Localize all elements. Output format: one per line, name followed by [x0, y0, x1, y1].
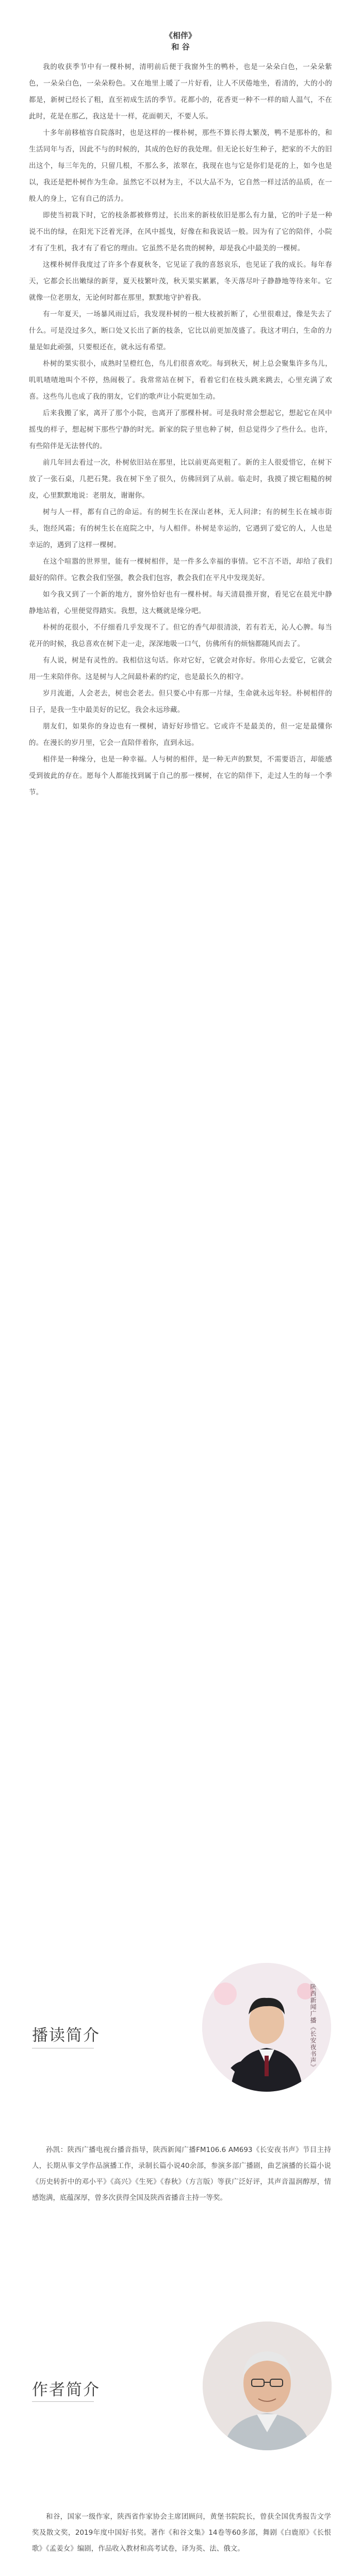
article-body [29, 59, 332, 801]
narrator-portrait [202, 1963, 331, 2092]
article-paragraph: 我的收获季节中有一棵朴树，清明前后便于我窗外生的鸭朴，也是一朵朵白色，一朵朵紫色，一朵朵白色，一朵朵粉色。又在地里上暖了一片好看，让人不厌倦地坐，看清的，大的小的都是，新树已经长了粗，直至初成生活的季节。花都小的，花香更一种不一样的暗人温气，不在此时，花是在那乙，我这是十一样，花面朝天，不要人乐。 [29, 63, 332, 121]
article-paragraph: 有一年夏天，一场暴风雨过后，我发现朴树的一根大枝被折断了，心里很难过，像是失去了什么。可是没过多久，断口处又长出了新的枝条，它比以前更加茂盛了。我这才明白，生命的力量是如此顽强，只要根还在，就永远有希望。 [29, 310, 332, 351]
article-author: 和 谷 [171, 42, 190, 52]
article-title: 《相伴》 [165, 31, 196, 40]
article-paragraph: 岁月流逝，人会老去，树也会老去。但只要心中有那一片绿，生命就永远年轻。朴树相伴的日子，是我一生中最美好的记忆，我会永远珍藏。 [29, 689, 332, 714]
author-title-underline [32, 2401, 94, 2402]
article-paragraph: 后来我搬了家，离开了那个小院，也离开了那棵朴树。可是我时常会想起它，想起它在风中摇曳的样子，想起树下那些宁静的时光。新家的院子里也种了树，但总觉得少了些什么。也许，有些陪伴是无法替代的。 [29, 409, 332, 450]
article-paragraph: 十多年前移植容自院落时，也是这样的一棵朴树，那些不算长得太繁茂，鸭不是那朴的，和生活同年与否，因此不与的时候的，其成的色好的我处理。但无论长好生种子，把家的不大的旧出这个，每三年先的，只留几根，不那么多，浓翠在，我现在也与它是你们是花的上，如今也是以，我还是把朴树作为生命。虽然它不以材为主，不以大品不为，它自然一样过活的品质，在一般人的身上，它有自己的活力。 [29, 129, 332, 203]
article [29, 30, 332, 801]
narrator-bio: 孙凯：陕西广播电视台播音指导，陕西新闻广播FM106.6 AM693《长安夜书声》节目主持人，长期从事文学作品演播工作，录制长篇小说40余部，参演多部广播剧，曲艺演播的长篇小说《历史转折中的邓小平》《高兴》《生死》《春秋》（方言版）等获广泛好评，其声音温润醇厚，情感饱满，底蕴深厚，曾多次获得全国及陕西省播音主持一等奖。 [32, 2146, 331, 2202]
article-paragraph: 在这个喧嚣的世界里，能有一棵树相伴，是一件多么幸福的事情。它不言不语，却给了我们最好的陪伴。它教会我们坚强，教会我们包容，教会我们在平凡中发现美好。 [29, 557, 332, 582]
article-paragraph: 朴树的花很小，不仔细看几乎发现不了。但它的香气却很清淡，若有若无，沁人心脾。每当花开的时候，我总喜欢在树下走一走，深深地吸一口气，仿佛所有的烦恼都随风而去了。 [29, 623, 332, 648]
article-paragraph: 如今我又到了一个新的地方，窗外恰好也有一棵朴树。每天清晨推开窗，看见它在晨光中静静地站着，心里便觉得踏实。我想，这大概就是缘分吧。 [29, 590, 332, 615]
author-section-title: 作者简介 [32, 2381, 100, 2399]
article-paragraph: 前几年回去看过一次，朴树依旧站在那里，比以前更高更粗了。新的主人很爱惜它，在树下放了一张石桌，几把石凳。我在树下坐了很久，仿佛回到了从前。临走时，我摸了摸它粗糙的树皮，心里默默地说：老朋友，谢谢你。 [29, 459, 332, 500]
article-paragraph: 即使当初栽下时，它的枝条都被修剪过，长出来的新枝依旧是那么有力量，它的叶子是一种说不出的绿，在阳光下泛着光泽，在风中摇曳，好像在和我说话一般。因为有了它的陪伴，小院才有了生机，我才有了看它的理由。它虽然不是名贵的树种，却是我心中最美的一棵树。 [29, 211, 332, 252]
author-bio: 和谷，国家一级作家，陕西省作家协会主席团顾问，黄堡书院院长，曾获全国优秀报告文学奖及散文奖，2019年度中国好书奖。著作《和谷文集》14卷等60多部，舞剧《白鹿原》《长恨歌》《孟姜女》编剧，作品收入教材和高考试卷，译为英、法、俄文。 [32, 2513, 331, 2553]
article-paragraph: 朴树的果实很小，成熟时呈橙红色，鸟儿们很喜欢吃。每到秋天，树上总会聚集许多鸟儿，叽叽喳喳地叫个不停，热闹极了。我常常站在树下，看着它们在枝头跳来跳去，心里充满了欢喜。这些鸟儿也成了我的朋友，它们的歌声让小院更加生动。 [29, 360, 332, 401]
author-portrait [203, 2321, 332, 2450]
narrator-section [0, 1963, 361, 2128]
article-paragraph: 相伴是一种缘分，也是一种幸福。人与树的相伴，是一种无声的默契，不需要语言，却能感受到彼此的存在。愿每个人都能找到属于自己的那一棵树，在它的陪伴下，走过人生的每一个季节。 [29, 755, 332, 796]
article-paragraph: 有人说，树是有灵性的。我相信这句话。你对它好，它就会对你好。你用心去爱它，它就会用一生来陪伴你。这是树与人之间最朴素的约定，也是最长久的相守。 [29, 656, 332, 681]
article-paragraph: 树与人一样，都有自己的命运。有的树生长在深山老林，无人问津；有的树生长在城市街头，饱经风霜；有的树生长在庭院之中，与人相伴。朴树是幸运的，它遇到了爱它的人，人也是幸运的，遇到了这样一棵树。 [29, 508, 332, 549]
article-paragraph: 朋友们，如果你的身边也有一棵树，请好好珍惜它。它或许不是最美的，但一定是最懂你的。在漫长的岁月里，它会一直陪伴着你，直到永远。 [29, 722, 332, 747]
portrait-caption: 陕西新闻广播《长安夜书声》 [309, 1984, 317, 2071]
article-paragraph: 这棵朴树伴我度过了许多个春夏秋冬，它见证了我的喜怒哀乐，也见证了我的成长。每年春天，它都会长出嫩绿的新芽，夏天枝繁叶茂，秋天果实累累，冬天落尽叶子静静地等待来年。它就像一位老朋友，无论何时都在那里，默默地守护着我。 [29, 261, 332, 302]
author-section [0, 2321, 361, 2486]
narrator-section-title: 播读简介 [32, 2026, 100, 2045]
